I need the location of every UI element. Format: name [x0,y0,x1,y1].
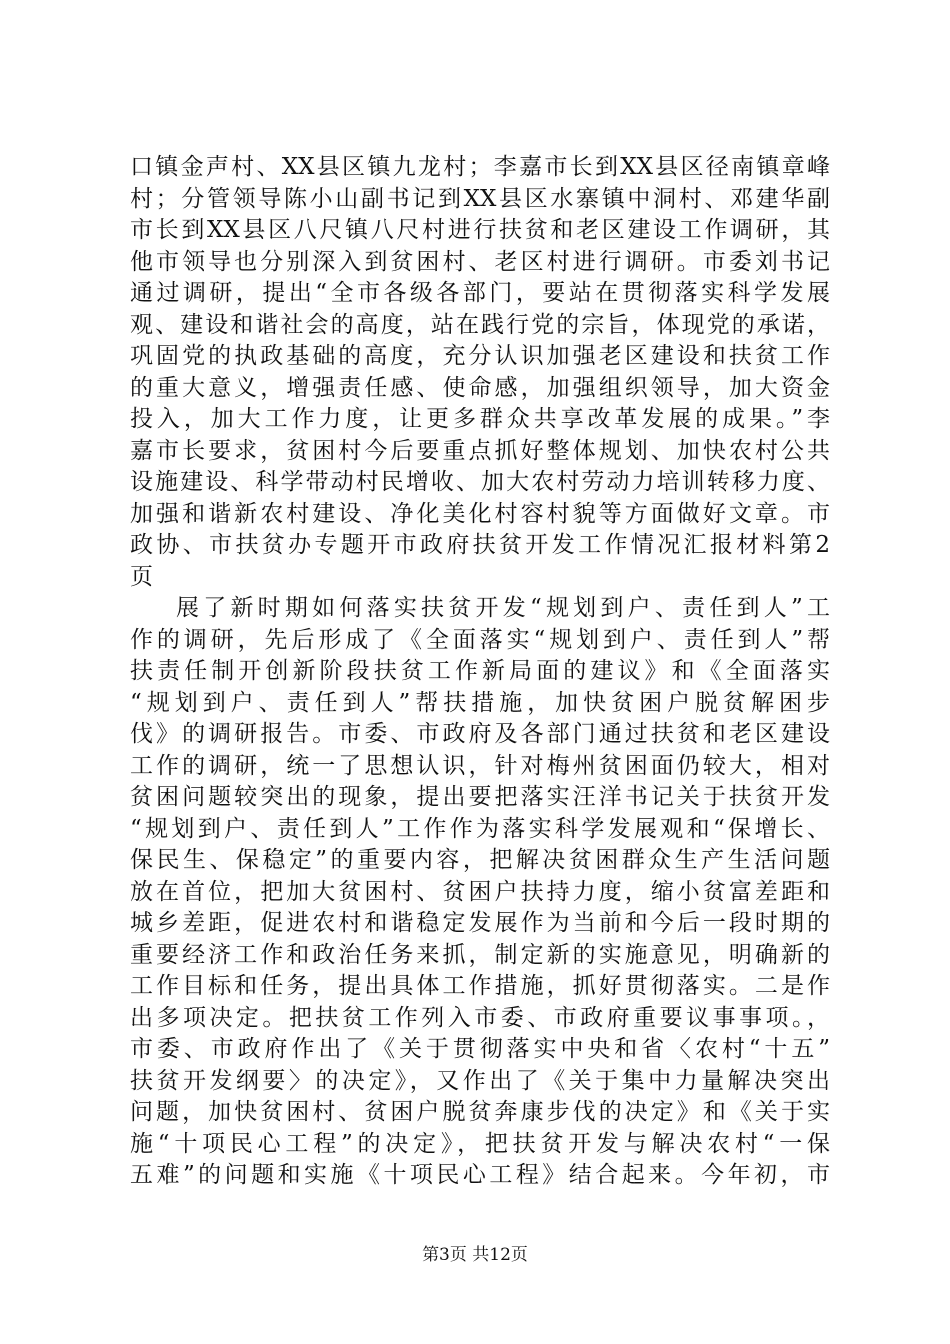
text-line: 重要经济工作和政治任务来抓，制定新的实施意见，明确新的 [130,941,830,968]
text-line: 出多项决定。把扶贫工作列入市委、市政府重要议事事项。， [130,1004,830,1031]
text-line: 市长到XX县区八尺镇八尺村进行扶贫和老区建设工作调研，其 [130,217,830,243]
text-line: 放在首位，把加大贫困村、贫困户扶持力度，缩小贫富差距和 [130,878,830,905]
text-line: 贫困问题较突出的现象，提出要把落实汪洋书记关于扶贫开发 [130,784,830,810]
text-line: 五难”的问题和实施《十项民心工程》结合起来。今年初，市 [130,1162,830,1188]
text-line: 加强和谐新农村建设、净化美化村容村貌等方面做好文章。市 [130,500,830,527]
text-line: 口镇金声村、XX县区镇九龙村；李嘉市长到XX县区径南镇章峰 [130,154,830,180]
text-line: 他市领导也分别深入到贫困村、老区村进行调研。市委刘书记 [130,248,830,275]
text-line: 观、建设和谐社会的高度，站在践行党的宗旨，体现党的承诺， [130,311,830,338]
text-line: 页 [130,563,153,590]
text-line: 设施建设、科学带动村民增收、加大农村劳动力培训转移力度、 [130,469,830,495]
text-line: 城乡差距，促进农村和谐稳定发展作为当前和今后一段时期的 [130,910,830,936]
page-number-footer: 第3页 共12页 [422,1245,528,1265]
text-line: “规划到户、责任到人”帮扶措施，加快贫困户脱贫解困步 [130,689,830,716]
text-line: 伐》的调研报告。市委、市政府及各部门通过扶贫和老区建设 [130,721,830,747]
paragraph-1 [130,152,830,593]
text-line: 扶责任制开创新阶段扶贫工作新局面的建议》和《全面落实 [130,658,830,684]
text-line: 工作目标和任务，提出具体工作措施，抓好贯彻落实。二是作 [130,973,830,999]
text-line: 市委、市政府作出了《关于贯彻落实中央和省〈农村“十五” [130,1036,830,1062]
document-body [130,152,830,1192]
text-line: 展了新时期如何落实扶贫开发“规划到户、责任到人”工 [176,595,830,621]
text-line: 作的调研，先后形成了《全面落实“规划到户、责任到人”帮 [130,626,830,653]
text-line: 政协、市扶贫办专题开市政府扶贫开发工作情况汇报材料第2 [130,532,830,558]
text-line: 投入，加大工作力度，让更多群众共享改革发展的成果。”李 [130,406,830,432]
text-line: 的重大意义，增强责任感、使命感，加强组织领导，加大资金 [130,374,830,401]
text-line: 问题，加快贫困村、贫困户脱贫奔康步伐的决定》和《关于实 [130,1099,830,1125]
text-line: 保民生、保稳定”的重要内容，把解决贫困群众生产生活问题 [130,847,830,873]
text-line: 嘉市长要求，贫困村今后要重点抓好整体规划、加快农村公共 [130,437,830,464]
text-line: “规划到户、责任到人”工作作为落实科学发展观和“保增长、 [130,815,830,842]
text-line: 通过调研，提出“全市各级各部门，要站在贯彻落实科学发展 [130,280,830,306]
text-line: 村；分管领导陈小山副书记到XX县区水寨镇中洞村、邓建华副 [130,185,830,212]
text-line: 扶贫开发纲要〉的决定》，又作出了《关于集中力量解决突出 [130,1067,830,1094]
paragraph-2 [130,593,830,1192]
text-line: 施“十项民心工程”的决定》，把扶贫开发与解决农村“一保 [130,1130,830,1157]
text-line: 巩固党的执政基础的高度，充分认识加强老区建设和扶贫工作 [130,343,830,369]
text-line: 工作的调研，统一了思想认识，针对梅州贫困面仍较大，相对 [130,752,830,779]
